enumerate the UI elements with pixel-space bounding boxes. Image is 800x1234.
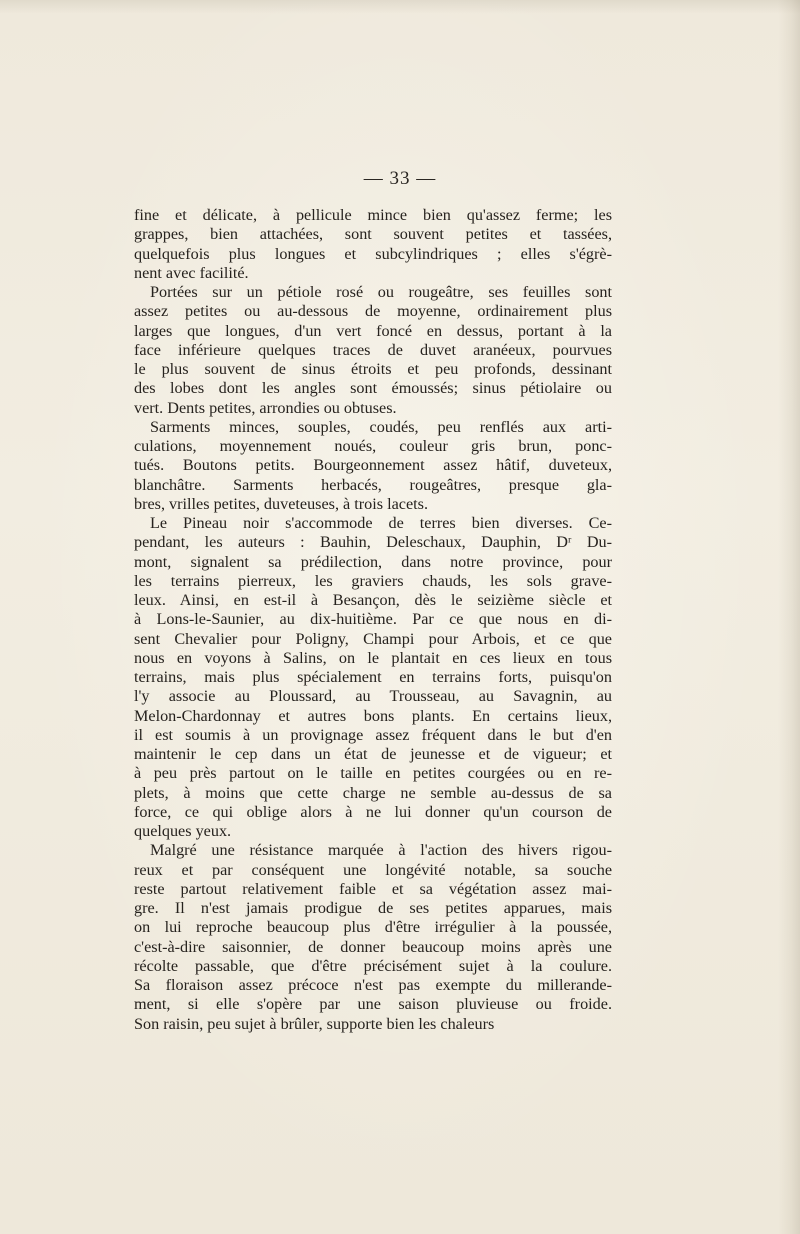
text-line: à Lons-le-Saunier, au dix-huitième. Par ce que nous en di- <box>134 610 612 629</box>
text-line: l'y associe au Ploussard, au Trousseau, au Savagnin, au <box>134 687 612 706</box>
text-line: sent Chevalier pour Poligny, Champi pour Arbois, et ce que <box>134 629 612 648</box>
text-line: mont, signalent sa prédilection, dans notre province, pour <box>134 552 612 571</box>
text-line: Son raisin, peu sujet à brûler, supporte bien les chaleurs <box>134 1014 495 1033</box>
text-line: c'est-à-dire saisonnier, de donner beaucoup moins après une <box>134 937 612 956</box>
text-line: leux. Ainsi, en est-il à Besançon, dès le seizième siècle et <box>134 591 612 609</box>
text-line: Sarments minces, souples, coudés, peu renflés aux arti- <box>150 417 612 436</box>
paragraph <box>134 418 612 514</box>
paragraph <box>134 514 612 841</box>
paragraph <box>134 841 612 1034</box>
text-line: les terrains pierreux, les graviers chauds, les sols grave- <box>134 571 612 590</box>
text-line: Malgré une résistance marquée à l'action des hivers rigou- <box>150 841 612 860</box>
page-top-shadow <box>0 0 800 14</box>
body-text <box>134 206 612 1034</box>
text-line: vert. Dents petites, arrondies ou obtuses. <box>134 398 397 417</box>
text-line: Sa floraison assez précoce n'est pas exempte du millerande- <box>134 976 612 994</box>
text-line: grappes, bien attachées, sont souvent petites et tassées, <box>134 225 612 244</box>
paragraph <box>134 283 612 418</box>
text-line: Portées sur un pétiole rosé ou rougeâtre, ses feuilles sont <box>150 283 612 301</box>
text-line: quelques yeux. <box>134 822 232 840</box>
paragraph <box>134 206 612 283</box>
text-line: nous en voyons à Salins, on le plantait en ces lieux en tous <box>134 648 612 667</box>
text-line: gre. Il n'est jamais prodigue de ses petites apparues, mais <box>134 899 612 917</box>
text-line: Le Pineau noir s'accommode de terres bien diverses. Ce- <box>150 514 612 532</box>
text-line: force, ce qui oblige alors à ne lui donner qu'un courson de <box>134 802 612 821</box>
text-line: larges que longues, d'un vert foncé en dessus, portant à la <box>134 321 612 340</box>
text-line: face inférieure quelques traces de duvet aranéeux, pourvues <box>134 340 612 359</box>
text-line: maintenir le cep dans un état de jeunesse et de vigueur; et <box>134 745 612 763</box>
text-line: récolte passable, que d'être précisément sujet à la coulure. <box>134 956 612 975</box>
text-line: pendant, les auteurs : Bauhin, Deleschaux, Dauphin, Dʳ Du- <box>134 533 612 552</box>
text-line: assez petites ou au-dessous de moyenne, ordinairement plus <box>134 302 612 321</box>
text-line: reste partout relativement faible et sa végétation assez mai- <box>134 879 612 898</box>
text-line: des lobes dont les angles sont émoussés; sinus pétiolaire ou <box>134 379 612 398</box>
text-line: plets, à moins que cette charge ne semble au-dessus de sa <box>134 783 612 802</box>
text-line: blanchâtre. Sarments herbacés, rougeâtres, presque gla- <box>134 475 612 494</box>
text-line: fine et délicate, à pellicule mince bien qu'assez ferme; les <box>134 206 612 224</box>
page-number: — 33 — <box>363 168 437 189</box>
text-line: quelquefois plus longues et subcylindriques ; elles s'égrè- <box>134 244 612 263</box>
text-line: bres, vrilles petites, duveteuses, à trois lacets. <box>134 494 428 513</box>
text-line: il est soumis à un provignage assez fréquent dans le but d'en <box>134 725 612 744</box>
text-line: culations, moyennement noués, couleur gris brun, ponc- <box>134 437 612 455</box>
text-line: à peu près partout on le taille en petites courgées ou en re- <box>134 764 612 783</box>
text-line: terrains, mais plus spécialement en terrains forts, puisqu'on <box>134 668 612 686</box>
text-line: nent avec facilité. <box>134 263 249 282</box>
text-line: reux et par conséquent une longévité notable, sa souche <box>134 860 612 879</box>
text-line: le plus souvent de sinus étroits et peu profonds, dessinant <box>134 360 612 378</box>
text-line: ment, si elle s'opère par une saison pluvieuse ou froide. <box>134 995 612 1014</box>
text-line: Melon-Chardonnay et autres bons plants. En certains lieux, <box>134 706 612 725</box>
text-line: on lui reproche beaucoup plus d'être irrégulier à la poussée, <box>134 918 612 937</box>
text-line: tués. Boutons petits. Bourgeonnement assez hâtif, duveteux, <box>134 456 612 475</box>
